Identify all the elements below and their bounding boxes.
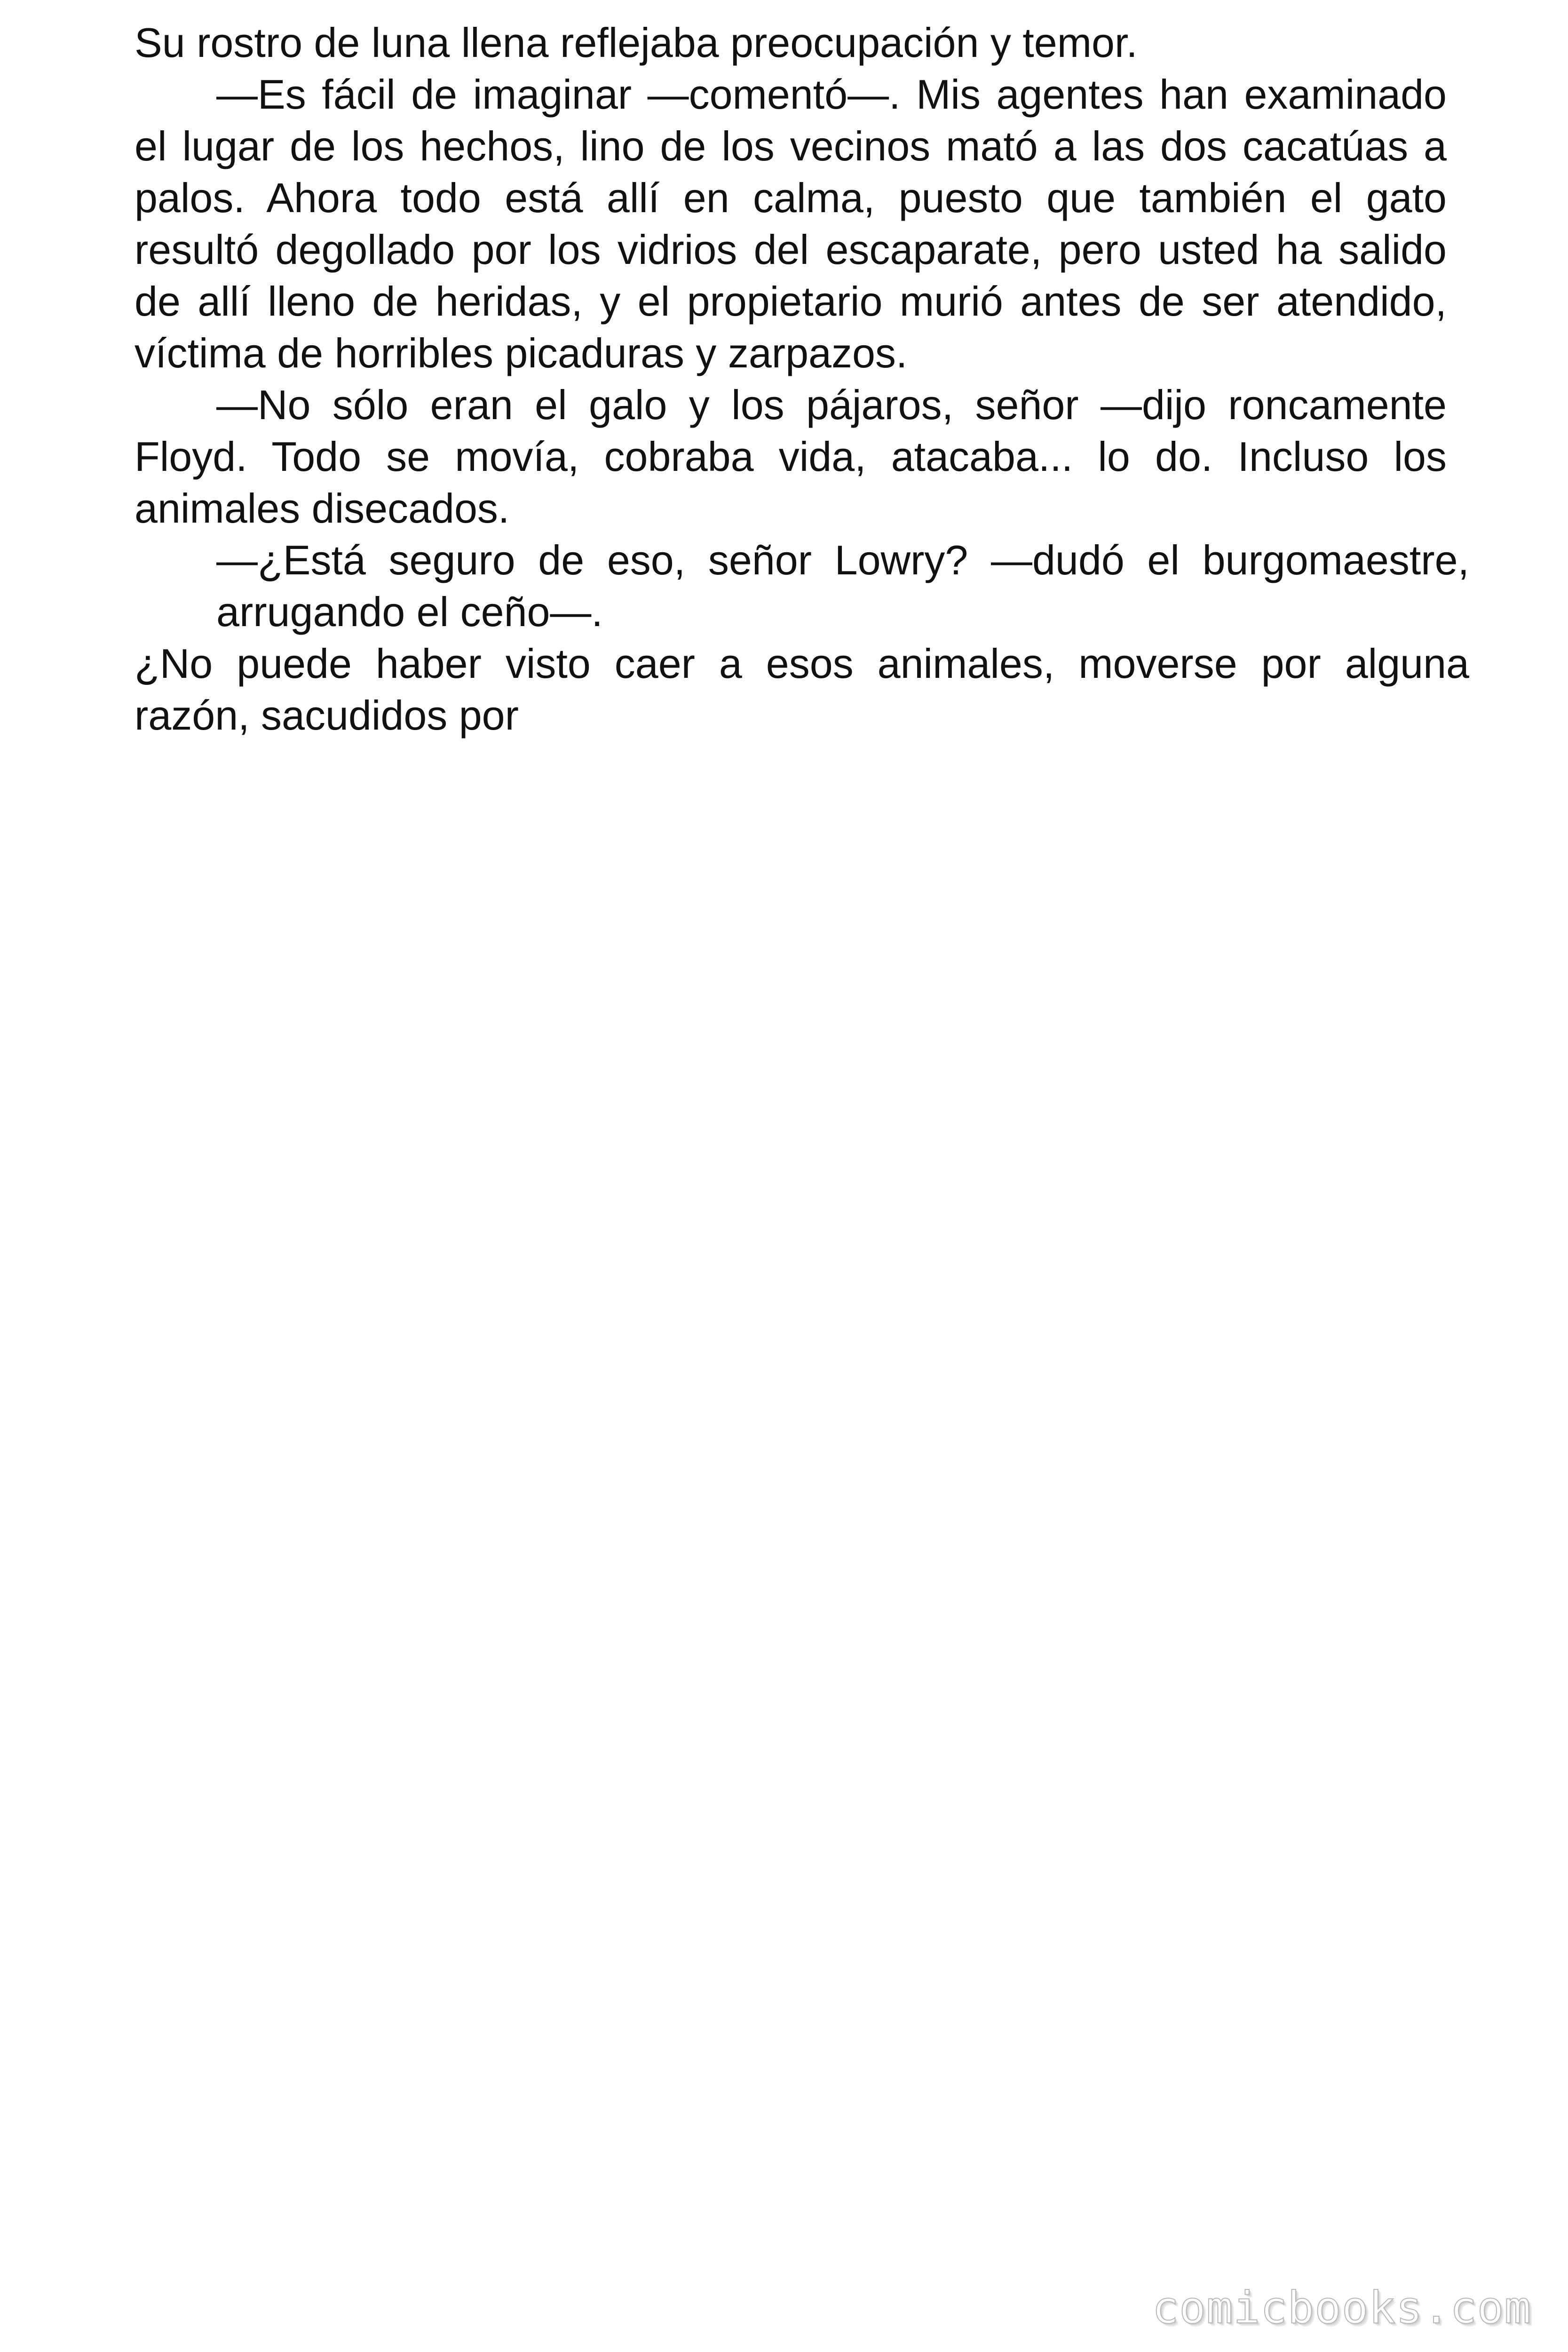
paragraph-4: —¿Está seguro de eso, señor Lowry? —dudó el burgomaestre, arrugando el ceño—. [216,537,1469,635]
paragraph-2: —Es fácil de imaginar —comentó—. Mis agentes han examinado el lugar de los hechos, lino de los vecinos mató a las dos cacatúas a palos. Ahora todo está allí en calma, puesto que también el gato resultó degollado por los vidrios del escaparate, pero usted ha salido de allí lleno de heridas, y el propietario murió antes de ser atendido, víctima de horribles picaduras y zarpazos. [135,71,1447,376]
paragraph-1: Su rostro de luna llena reflejaba preocupación y temor. [135,19,1138,66]
paragraph-5: ¿No puede haber visto caer a esos animales, moverse por alguna razón, sacudidos por [135,640,1469,739]
book-page-text [135,17,1469,741]
watermark-logo: comicbooks.com [1152,2282,1531,2334]
paragraph-3: —No sólo eran el galo y los pájaros, señor —dijo roncamente Floyd. Todo se movía, cobraba vida, atacaba... lo do. Incluso los animales disecados. [135,381,1447,532]
